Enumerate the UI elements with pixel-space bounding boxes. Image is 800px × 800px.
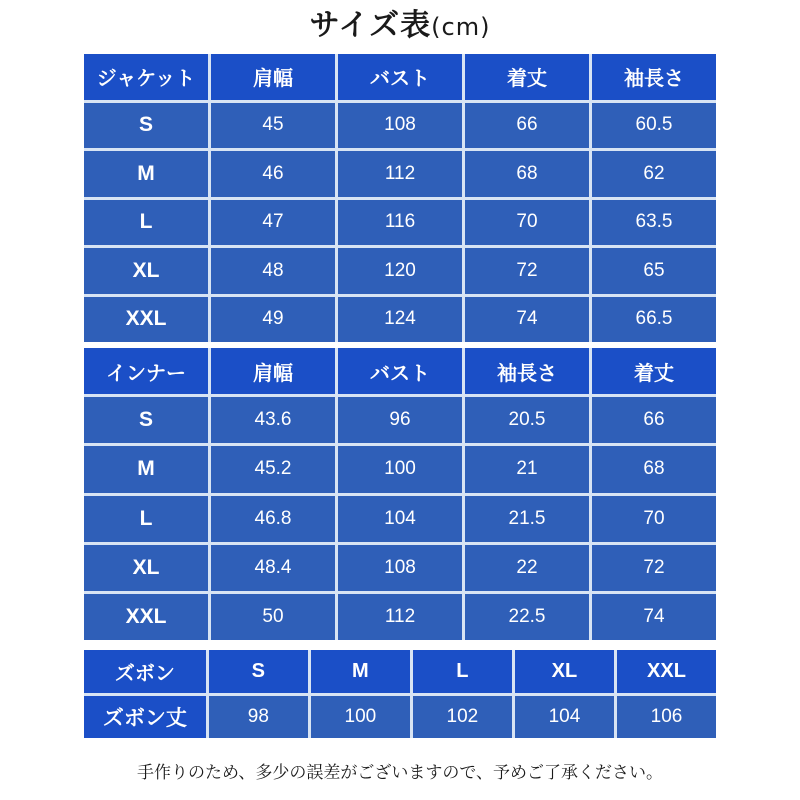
inner-size-table [84, 348, 716, 640]
inner-value-cell: 68 [592, 446, 716, 492]
jacket-value-cell: 116 [338, 200, 462, 246]
inner-row-label: XXL [84, 594, 208, 640]
pants-header-cell: M [311, 650, 410, 693]
pants-value-cell: 98 [209, 696, 308, 739]
jacket-header-cell: バスト [338, 54, 462, 100]
jacket-value-cell: 68 [465, 151, 589, 197]
inner-value-cell: 96 [338, 397, 462, 443]
jacket-value-cell: 45 [211, 103, 335, 149]
jacket-value-cell: 108 [338, 103, 462, 149]
inner-row-label: S [84, 397, 208, 443]
inner-value-cell: 50 [211, 594, 335, 640]
pants-header-cell: L [413, 650, 512, 693]
inner-value-cell: 74 [592, 594, 716, 640]
pants-header-cell: XXL [617, 650, 716, 693]
jacket-value-cell: 66.5 [592, 297, 716, 343]
inner-header-cell: インナー [84, 348, 208, 394]
inner-value-cell: 46.8 [211, 496, 335, 542]
inner-value-cell: 72 [592, 545, 716, 591]
jacket-header-cell: 袖長さ [592, 54, 716, 100]
inner-value-cell: 21.5 [465, 496, 589, 542]
jacket-value-cell: 74 [465, 297, 589, 343]
inner-header-cell: バスト [338, 348, 462, 394]
inner-value-cell: 100 [338, 446, 462, 492]
pants-header-cell: XL [515, 650, 614, 693]
inner-header-cell: 着丈 [592, 348, 716, 394]
disclaimer-note: 手作りのため、多少の誤差がございますので、予めご了承ください。 [137, 763, 663, 783]
title-text: サイズ表 [309, 8, 432, 43]
jacket-value-cell: 72 [465, 248, 589, 294]
title-unit: (cm) [431, 13, 491, 41]
pants-row-label: ズボン丈 [84, 696, 206, 739]
inner-row-label: M [84, 446, 208, 492]
jacket-row-label: S [84, 103, 208, 149]
page-title [0, 4, 800, 48]
pants-value-cell: 104 [515, 696, 614, 739]
pants-size-table [84, 650, 716, 738]
pants-header-cell: ズボン [84, 650, 206, 693]
inner-value-cell: 48.4 [211, 545, 335, 591]
jacket-value-cell: 124 [338, 297, 462, 343]
pants-value-cell: 106 [617, 696, 716, 739]
pants-header-cell: S [209, 650, 308, 693]
inner-value-cell: 22.5 [465, 594, 589, 640]
inner-header-cell: 肩幅 [211, 348, 335, 394]
jacket-value-cell: 70 [465, 200, 589, 246]
inner-value-cell: 43.6 [211, 397, 335, 443]
jacket-header-cell: ジャケット [84, 54, 208, 100]
inner-value-cell: 112 [338, 594, 462, 640]
inner-value-cell: 70 [592, 496, 716, 542]
inner-value-cell: 21 [465, 446, 589, 492]
inner-value-cell: 22 [465, 545, 589, 591]
jacket-value-cell: 49 [211, 297, 335, 343]
jacket-value-cell: 47 [211, 200, 335, 246]
jacket-row-label: L [84, 200, 208, 246]
jacket-value-cell: 120 [338, 248, 462, 294]
jacket-size-table [84, 54, 716, 342]
jacket-row-label: XL [84, 248, 208, 294]
jacket-value-cell: 48 [211, 248, 335, 294]
jacket-value-cell: 60.5 [592, 103, 716, 149]
pants-value-cell: 100 [311, 696, 410, 739]
inner-header-cell: 袖長さ [465, 348, 589, 394]
jacket-value-cell: 62 [592, 151, 716, 197]
inner-row-label: L [84, 496, 208, 542]
jacket-value-cell: 65 [592, 248, 716, 294]
inner-value-cell: 66 [592, 397, 716, 443]
jacket-header-cell: 着丈 [465, 54, 589, 100]
inner-value-cell: 20.5 [465, 397, 589, 443]
inner-row-label: XL [84, 545, 208, 591]
jacket-value-cell: 46 [211, 151, 335, 197]
jacket-row-label: M [84, 151, 208, 197]
jacket-value-cell: 66 [465, 103, 589, 149]
jacket-value-cell: 112 [338, 151, 462, 197]
inner-value-cell: 104 [338, 496, 462, 542]
jacket-row-label: XXL [84, 297, 208, 343]
inner-value-cell: 45.2 [211, 446, 335, 492]
pants-value-cell: 102 [413, 696, 512, 739]
jacket-value-cell: 63.5 [592, 200, 716, 246]
inner-value-cell: 108 [338, 545, 462, 591]
jacket-header-cell: 肩幅 [211, 54, 335, 100]
